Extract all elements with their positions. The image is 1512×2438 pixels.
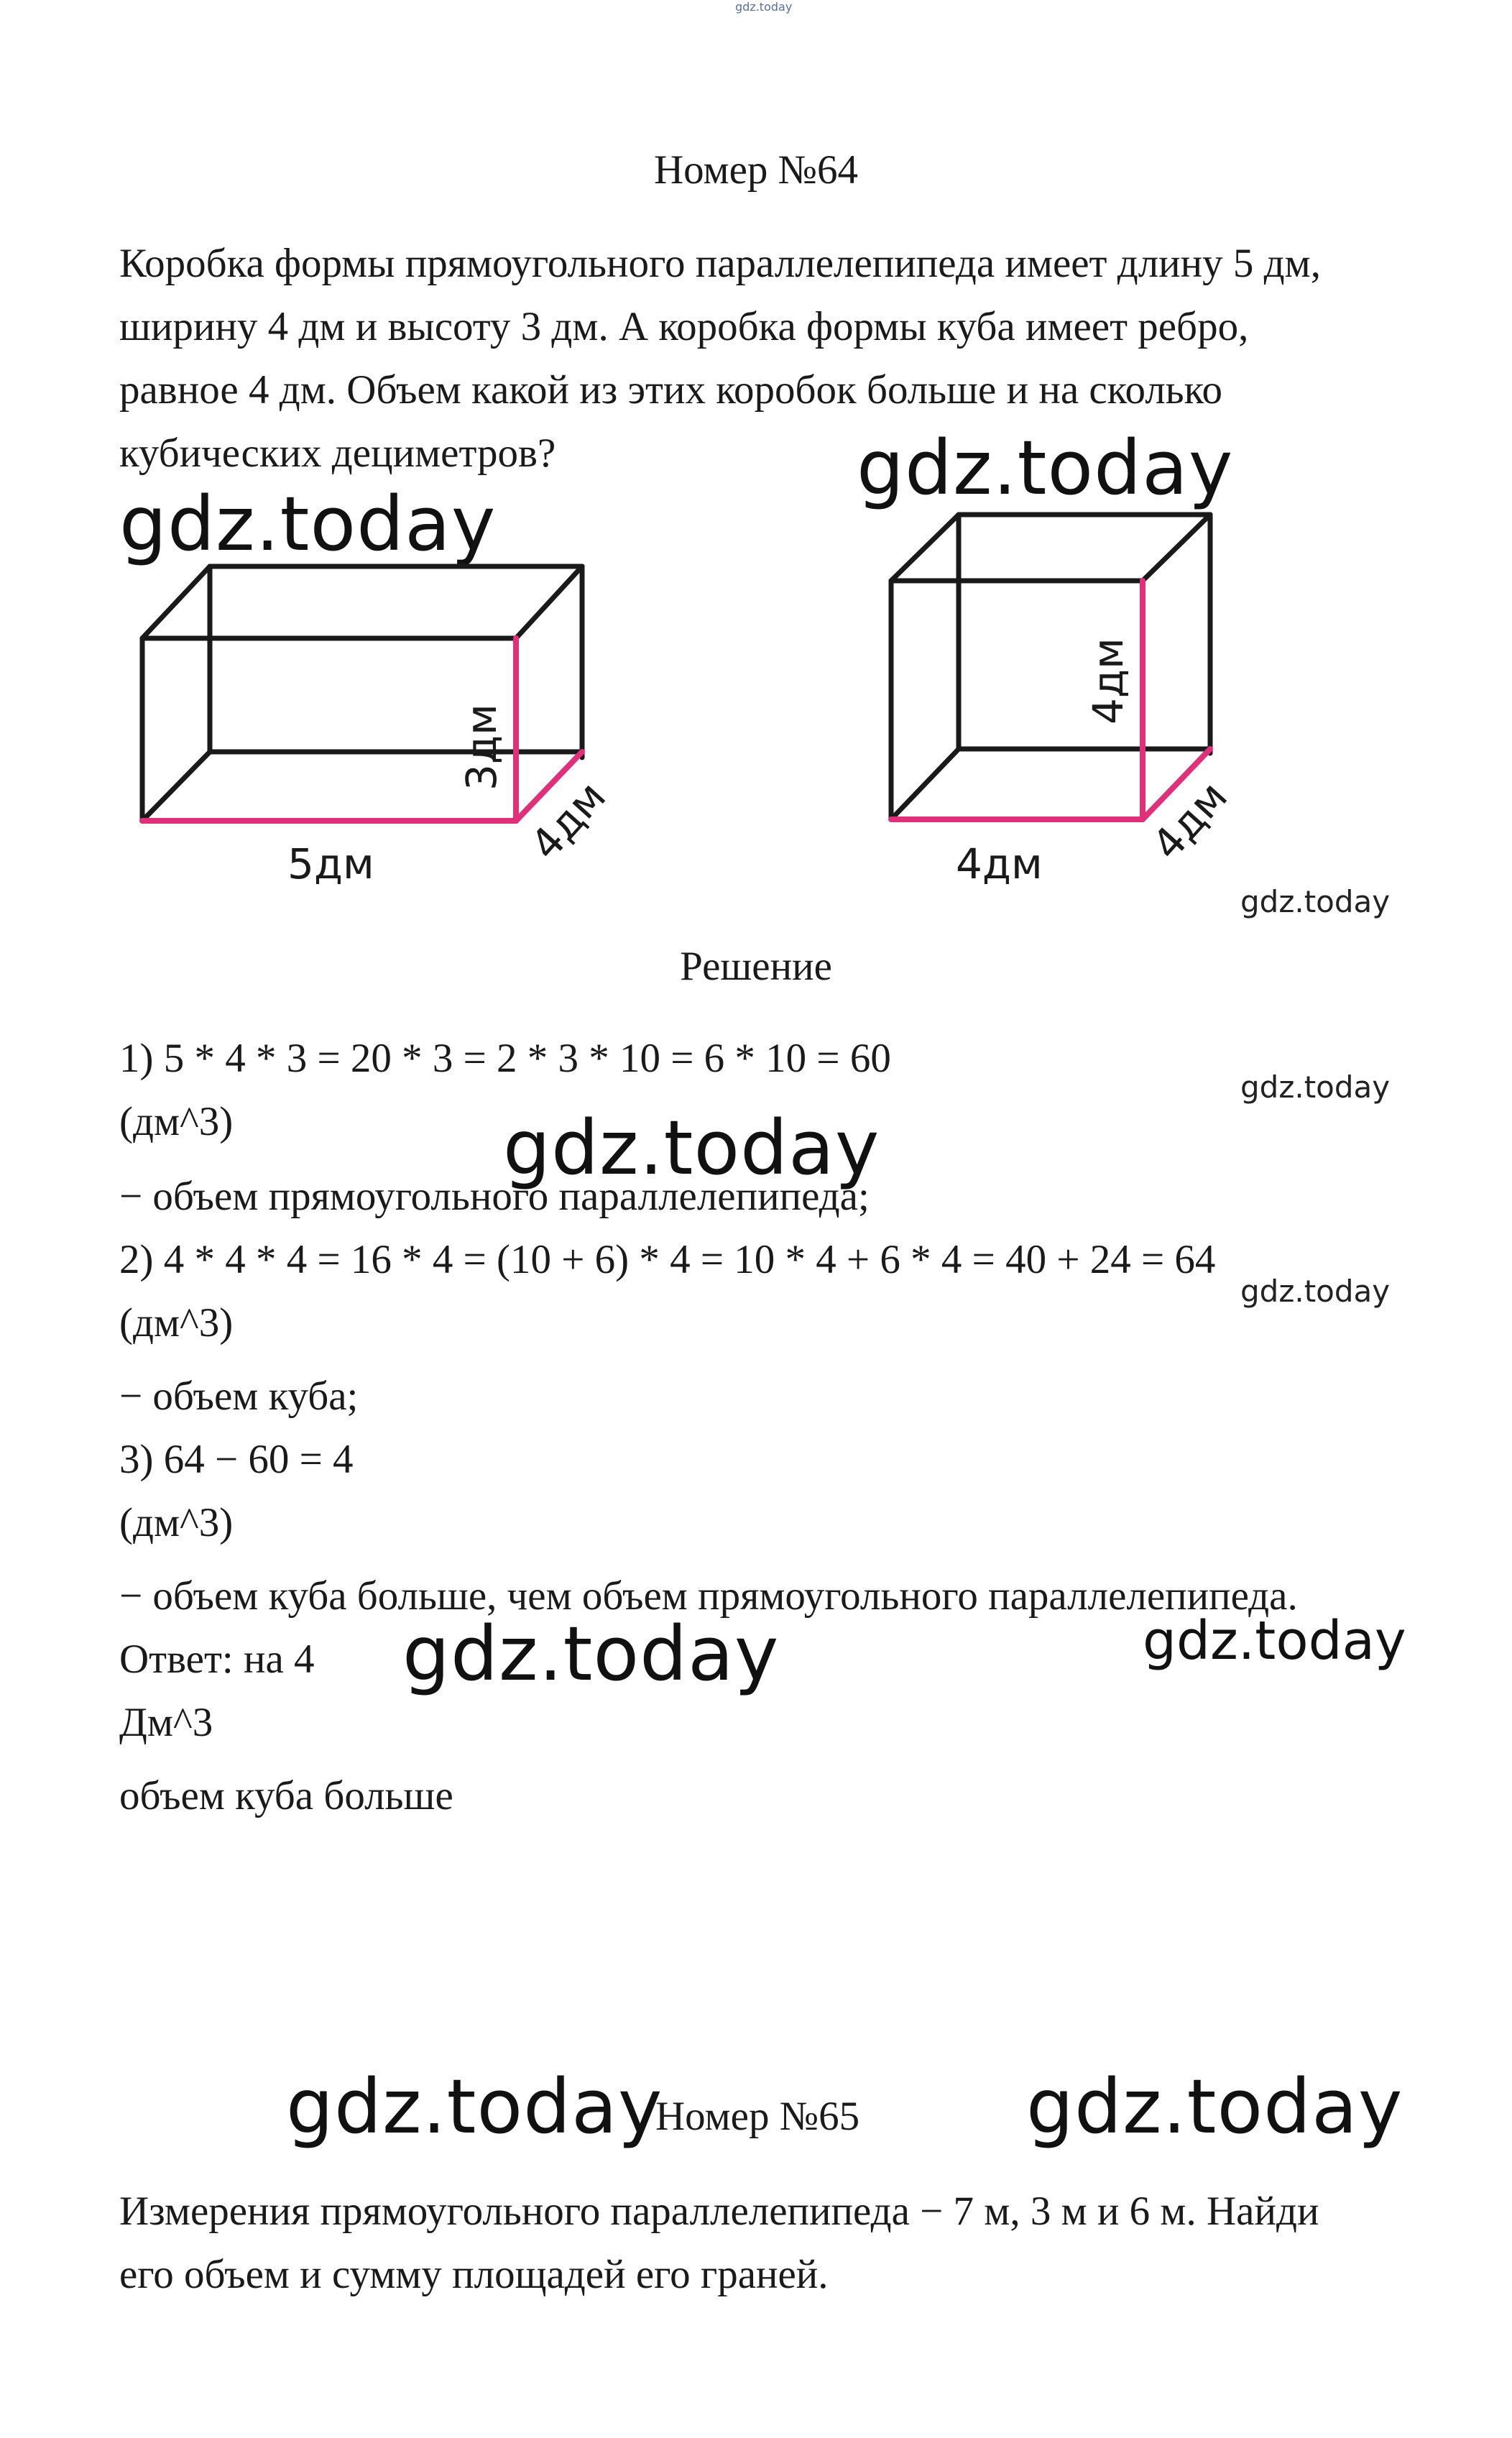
box-width-label: 4дм [520,772,616,870]
box-edge [142,752,210,821]
cube-edge [891,749,959,819]
watermark: gdz.today [1026,2063,1403,2150]
watermark: gdz.today [1240,1070,1391,1105]
cube-edge [891,515,959,581]
problem-65-title: Номер №65 [655,2094,860,2139]
solution-line: 1) 5 * 4 * 3 = 20 * 3 = 2 * 3 * 10 = 6 * 10 = 60 [119,1036,891,1081]
figure-cube [870,496,1272,898]
problem-65-text-line: Измерения прямоугольного параллелепипеда − 7 м, 3 м и 6 м. Найди [119,2189,1319,2234]
cube-edge [1143,515,1210,581]
problem-64-text-line: кубических дециметров? [119,431,556,476]
watermark: gdz.today [857,424,1234,512]
problem-65-text-line: его объем и сумму площадей его граней. [119,2252,829,2297]
solution-line: (дм^3) [119,1300,234,1346]
box-height-label: 3дм [457,704,506,791]
box-edge [516,566,582,638]
watermark: gdz.today [119,480,497,568]
solution-line: 3) 64 − 60 = 4 [119,1437,354,1482]
box-edge [142,566,210,638]
watermark: gdz.today [1143,1610,1406,1672]
watermark: gdz.today [1240,1274,1391,1309]
solution-line: − объем прямоугольного параллелепипеда; [119,1174,870,1219]
solution-line: 2) 4 * 4 * 4 = 16 * 4 = (10 + 6) * 4 = 10 * 4 + 6 * 4 = 40 + 24 = 64 [119,1237,1216,1282]
problem-64-title: Номер №64 [653,147,859,193]
cube-depth-label: 4дм [1142,772,1237,870]
watermark-top: gdz.today [735,0,793,14]
cube-height-label: 4дм [1084,638,1133,724]
solution-line: (дм^3) [119,1500,234,1545]
answer-line: объем куба больше [119,1773,453,1818]
watermark: gdz.today [402,1610,780,1698]
figure-rectangular-box [115,546,661,906]
box-length-label: 5дм [287,840,374,888]
watermark: gdz.today [503,1104,880,1192]
solution-line: − объем куба больше, чем объем прямоугольного параллелепипеда. [119,1573,1298,1619]
answer-line: Дм^3 [119,1700,213,1745]
problem-64-text-line: Коробка формы прямоугольного параллелепипеда имеет длину 5 дм, [119,241,1321,286]
answer-line: Ответ: на 4 [119,1637,315,1682]
solution-title: Решение [680,944,832,989]
solution-line: − объем куба; [119,1374,359,1419]
solution-line: (дм^3) [119,1099,234,1144]
problem-64-text-line: ширину 4 дм и высоту 3 дм. А коробка формы куба имеет ребро, [119,304,1249,349]
watermark: gdz.today [1240,884,1391,919]
watermark: gdz.today [286,2063,663,2150]
problem-64-text-line: равное 4 дм. Объем какой из этих коробок больше и на сколько [119,367,1222,413]
cube-bottom-label: 4дм [956,840,1043,888]
